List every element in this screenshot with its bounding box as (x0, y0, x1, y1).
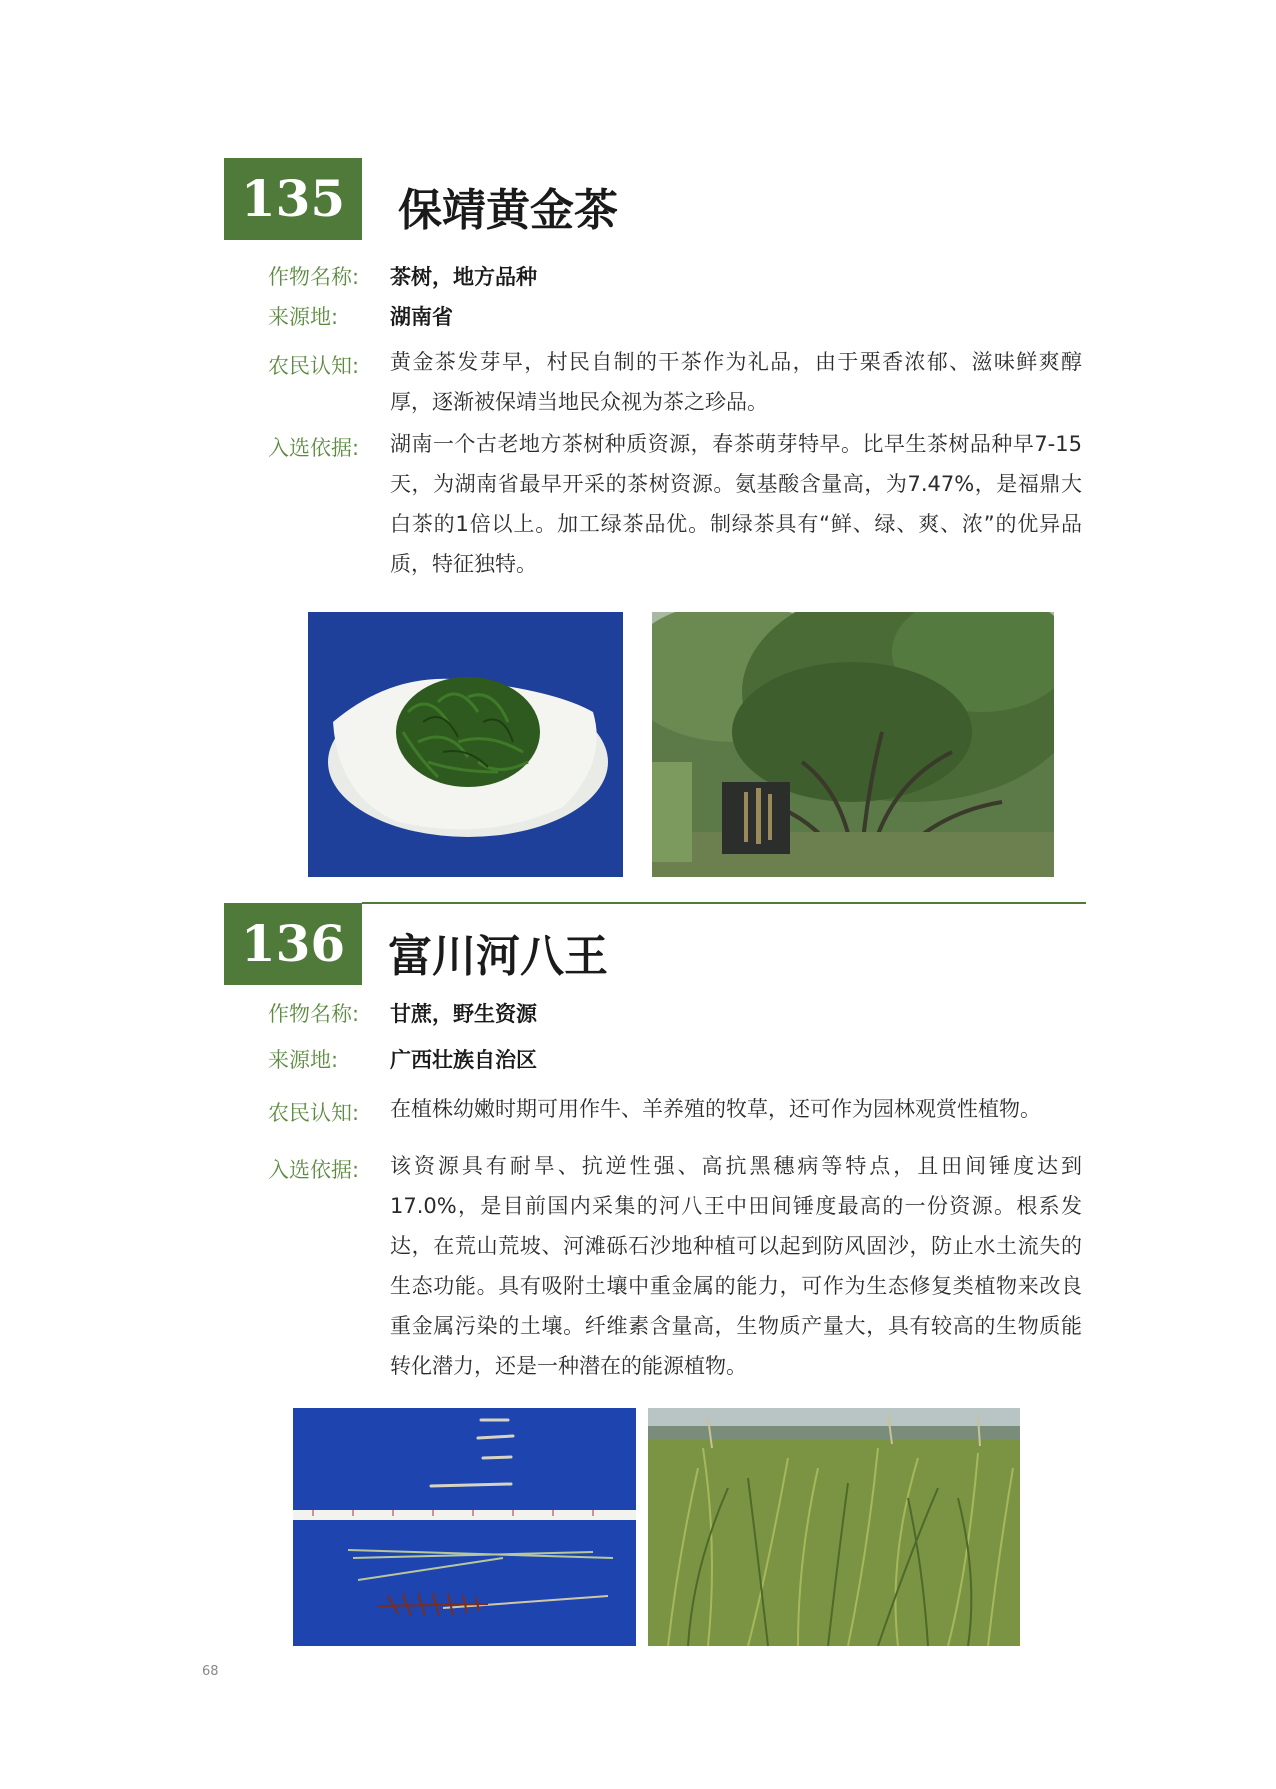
selection-basis-label: 入选依据: (268, 436, 360, 460)
photo-old-tea-tree (652, 612, 1054, 877)
section-divider (362, 902, 1086, 904)
entry-title: 保靖黄金茶 (398, 185, 618, 236)
page-number: 68 (202, 1664, 219, 1679)
photo-dried-tea-leaves (308, 612, 623, 877)
photo-wild-grass-field (648, 1408, 1020, 1646)
entry-number-badge: 135 (224, 158, 362, 240)
origin-label: 来源地: (268, 305, 339, 329)
crop-name-value: 茶树，地方品种 (390, 265, 537, 289)
selection-basis-text: 湖南一个古老地方茶树种质资源，春茶萌芽特早。比早生茶树品种早7-15天，为湖南省最早开采的茶树资源。氨基酸含量高，为7.47%，是福鼎大白茶的1倍以上。加工绿茶品优。制绿茶具有“鲜、绿、爽、浓”的优异品质，特征独特。 (390, 432, 1082, 576)
origin-label: 来源地: (268, 1048, 339, 1072)
farmer-knowledge-text: 在植株幼嫩时期可用作牛、羊养殖的牧草，还可作为园林观赏性植物。 (390, 1097, 1041, 1121)
origin-value: 广西壮族自治区 (390, 1048, 537, 1072)
origin-value: 湖南省 (390, 305, 453, 329)
farmer-knowledge-text: 黄金茶发芽早，村民自制的干茶作为礼品，由于栗香浓郁、滋味鲜爽醇厚，逐渐被保靖当地民众视为茶之珍品。 (390, 350, 1082, 414)
entry-title: 富川河八王 (388, 931, 608, 982)
farmer-knowledge-label: 农民认知: (268, 1101, 360, 1125)
selection-basis-label: 入选依据: (268, 1158, 360, 1182)
photo-stem-samples (293, 1408, 636, 1646)
crop-name-value: 甘蔗，野生资源 (390, 1002, 537, 1026)
crop-name-label: 作物名称: (268, 265, 360, 289)
selection-basis-text: 该资源具有耐旱、抗逆性强、高抗黑穗病等特点，且田间锤度达到17.0%，是目前国内采集的河八王中田间锤度最高的一份资源。根系发达，在荒山荒坡、河滩砾石沙地种植可以起到防风固沙，防止水土流失的生态功能。具有吸附土壤中重金属的能力，可作为生态修复类植物来改良重金属污染的土壤。纤维素含量高，生物质产量大，具有较高的生物质能转化潜力，还是一种潜在的能源植物。 (390, 1154, 1082, 1378)
entry-number-badge: 136 (224, 903, 362, 985)
crop-name-label: 作物名称: (268, 1002, 360, 1026)
farmer-knowledge-label: 农民认知: (268, 354, 360, 378)
